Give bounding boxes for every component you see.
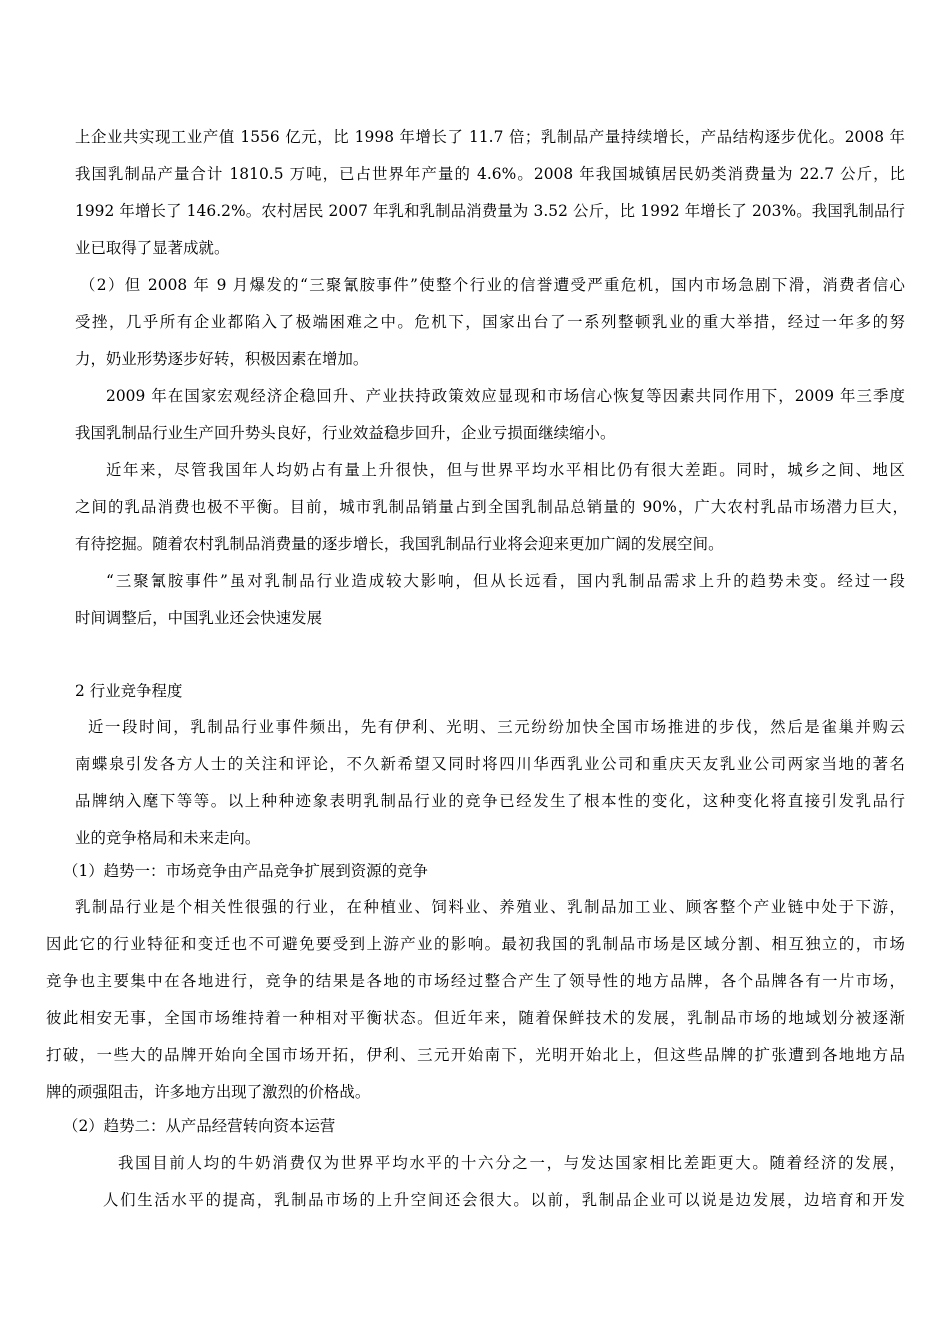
paragraph-line: 业已取得了显著成就。 — [75, 239, 230, 257]
paragraph-line: 彼此相安无事，全国市场维持着一种相对平衡状态。但近年来，随着保鲜技术的发展，乳制品市场的地域划分被逐渐 — [46, 1009, 905, 1027]
paragraph-line: 近一段时间，乳制品行业事件频出，先有伊利、光明、三元纷纷加快全国市场推进的步伐，然后是雀巢并购云 — [88, 718, 905, 736]
subsection-heading: （1）趋势一：市场竞争由产品竞争扩展到资源的竞争 — [63, 862, 428, 880]
paragraph-line: 时间调整后，中国乳业还会快速发展 — [75, 609, 323, 627]
paragraph-line: 2009 年在国家宏观经济企稳回升、产业扶持政策效应显现和市场信心恢复等因素共同作用下，2009 年三季度 — [106, 387, 905, 405]
paragraph-line: 有待挖掘。随着农村乳制品消费量的逐步增长，我国乳制品行业将会迎来更加广阔的发展空间。 — [75, 535, 724, 553]
paragraph-line: “三聚氰胺事件”虽对乳制品行业造成较大影响，但从长远看，国内乳制品需求上升的趋势未变。经过一段 — [106, 572, 905, 590]
paragraph-line: 我国目前人均的牛奶消费仅为世界平均水平的十六分之一，与发达国家相比差距更大。随着经济的发展， — [118, 1154, 905, 1172]
section-heading: 2 行业竞争程度 — [75, 682, 183, 700]
paragraph-line: 力，奶业形势逐步好转，积极因素在增加。 — [75, 350, 369, 368]
paragraph-line: 上企业共实现工业产值 1556 亿元，比 1998 年增长了 11.7 倍；乳制品产量持续增长，产品结构逐步优化。2008 年 — [75, 128, 905, 146]
paragraph-line: 受挫，几乎所有企业都陷入了极端困难之中。危机下，国家出台了一系列整顿乳业的重大举措，经过一年多的努 — [75, 313, 905, 331]
paragraph-line: 牌的顽强阻击，许多地方出现了激烈的价格战。 — [46, 1083, 371, 1101]
paragraph-line: 因此它的行业特征和变迁也不可避免要受到上游产业的影响。最初我国的乳制品市场是区域分割、相互独立的，市场 — [46, 935, 905, 953]
paragraph-line: 南蝶泉引发各方人士的关注和评论，不久新希望又同时将四川华西乳业公司和重庆天友乳业公司两家当地的著名 — [75, 755, 905, 773]
paragraph-line: 之间的乳品消费也极不平衡。目前，城市乳制品销量占到全国乳制品总销量的 90%，广大农村乳品市场潜力巨大， — [75, 498, 908, 516]
paragraph-line: 近年来，尽管我国年人均奶占有量上升很快，但与世界平均水平相比仍有很大差距。同时，城乡之间、地区 — [106, 461, 905, 479]
subsection-heading: （2）趋势二：从产品经营转向资本运营 — [63, 1117, 336, 1135]
paragraph-line: 业的竞争格局和未来走向。 — [75, 829, 261, 847]
paragraph-line: 我国乳制品行业生产回升势头良好，行业效益稳步回升，企业亏损面继续缩小。 — [75, 424, 616, 442]
paragraph-line: 打破，一些大的品牌开始向全国市场开拓，伊利、三元开始南下，光明开始北上，但这些品牌的扩张遭到各地地方品 — [46, 1046, 905, 1064]
paragraph-line: 我国乳制品产量合计 1810.5 万吨，已占世界年产量的 4.6%。2008 年我国城镇居民奶类消费量为 22.7 公斤，比 — [75, 165, 905, 183]
paragraph-line: （2）但 2008 年 9 月爆发的“三聚氰胺事件”使整个行业的信誉遭受严重危机，国内市场急剧下滑，消费者信心 — [80, 276, 905, 294]
paragraph-line: 乳制品行业是个相关性很强的行业，在种植业、饲料业、养殖业、乳制品加工业、顾客整个产业链中处于下游， — [75, 898, 905, 916]
paragraph-line: 品牌纳入麾下等等。以上种种迹象表明乳制品行业的竞争已经发生了根本性的变化，这种变化将直接引发乳品行 — [75, 792, 905, 810]
paragraph-line: 竞争也主要集中在各地进行，竞争的结果是各地的市场经过整合产生了领导性的地方品牌，各个品牌各有一片市场， — [46, 972, 905, 990]
paragraph-line: 人们生活水平的提高，乳制品市场的上升空间还会很大。以前，乳制品企业可以说是边发展，边培育和开发 — [103, 1191, 905, 1209]
paragraph-line: 1992 年增长了 146.2%。农村居民 2007 年乳和乳制品消费量为 3.52 公斤，比 1992 年增长了 203%。我国乳制品行 — [75, 202, 905, 220]
